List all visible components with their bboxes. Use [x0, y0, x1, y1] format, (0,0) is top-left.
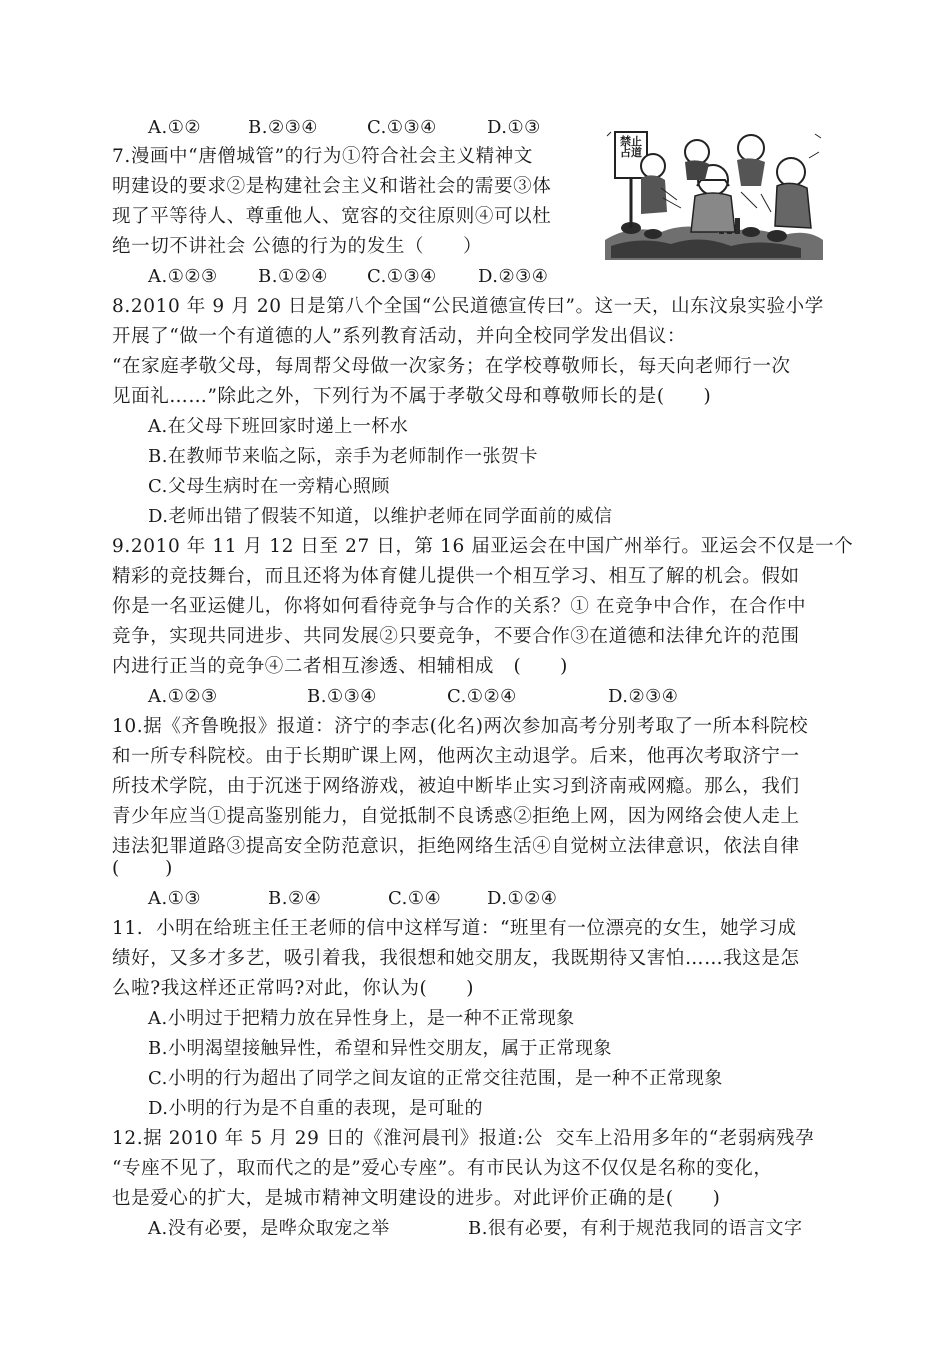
q10-line-1: 10.据《齐鲁晚报》报道：济宁的李志(化名)两次参加高考分别考取了一所本科院校: [112, 716, 809, 737]
q6-option-d: D.①③: [487, 117, 541, 138]
q9-line-2: 精彩的竞技舞台，而且还将为体育健儿提供一个相互学习、相互了解的机会。假如: [112, 566, 800, 587]
q11-line-3: 么啦?我这样还正常吗?对此，你认为( ): [112, 978, 475, 999]
q8-option-b: B.在教师节来临之际，亲手为老师制作一张贺卡: [148, 446, 538, 467]
q8-line-1: 8.2010 年 9 月 20 日是第八个全国“公民道德宣传曰”。这一天，山东汶泉实验小学: [112, 296, 824, 317]
q11-option-a: A.小明过于把精力放在异性身上，是一种不正常现象: [148, 1008, 575, 1029]
q7-option-b: B.①②④: [258, 266, 328, 287]
q6-option-a: A.①②: [148, 117, 201, 138]
q8-option-a: A.在父母下班回家时递上一杯水: [148, 416, 409, 437]
q9-option-a: A.①②③: [148, 686, 218, 707]
q9-line-5: 内进行正当的竞争④二者相互渗透、相辅相成 ( ): [112, 656, 568, 677]
q6-option-c: C.①③④: [367, 117, 437, 138]
q6-option-b: B.②③④: [248, 117, 318, 138]
q12-line-1: 12.据 2010 年 5 月 29 日的《淮河晨刊》报道:公 交车上沿用多年的“老弱病残孕: [112, 1128, 815, 1149]
q12-option-b: B.很有必要，有利于规范我同的语言文字: [468, 1218, 803, 1239]
q10-line-6: ( ): [112, 858, 173, 879]
q9-option-b: B.①③④: [307, 686, 377, 707]
q10-option-b: B.②④: [268, 888, 322, 909]
q8-option-c: C.父母生病时在一旁精心照顾: [148, 476, 390, 497]
q7-line-1: 7.漫画中“唐僧城管”的行为①符合社会主义精神文: [112, 146, 533, 167]
q10-line-2: 和一所专科院校。由于长期旷课上网，他两次主动退学。后来，他再次考取济宁一: [112, 746, 800, 767]
q11-line-1: 11. 小明在给班主任王老师的信中这样写道：“班里有一位漂亮的女生，她学习成: [112, 918, 797, 939]
q7-option-c: C.①③④: [367, 266, 437, 287]
q11-line-2: 绩好，又多才多艺，吸引着我，我很想和她交朋友，我既期待又害怕……我这是怎: [112, 948, 800, 969]
q9-line-4: 竞争，实现共同进步、共同发展②只要竞争，不要合作③在道德和法律允许的范围: [112, 626, 800, 647]
q10-line-4: 青少年应当①提高鉴别能力，自觉抵制不良诱惑②拒绝上网，因为网络会使人走上: [112, 806, 800, 827]
q10-option-c: C.①④: [388, 888, 442, 909]
q9-line-3: 你是一名亚运健儿，你将如何看待竞争与合作的关系？① 在竞争中合作，在合作中: [112, 596, 807, 617]
q10-line-3: 所技术学院，由于沉迷于网络游戏，被迫中断毕止实习到济南戒网瘾。那么，我们: [112, 776, 800, 797]
q9-option-c: C.①②④: [447, 686, 517, 707]
q10-option-d: D.①②④: [487, 888, 558, 909]
q8-line-3: “在家庭孝敬父母，每周帮父母做一次家务；在学校尊敬师长，每天向老师行一次: [112, 356, 791, 377]
q7-option-a: A.①②③: [148, 266, 218, 287]
q7-line-2: 明建设的要求②是构建社会主义和谐社会的需要③体: [112, 176, 552, 197]
q7-option-d: D.②③④: [478, 266, 549, 287]
q12-line-2: “专座不见了，取而代之的是”爱心专座”。有市民认为这不仅仅是名称的变化，: [112, 1158, 773, 1179]
q11-option-b: B.小明渴望接触异性，希望和异性交朋友，属于正常现象: [148, 1038, 612, 1059]
q8-option-d: D.老师出错了假装不知道，以维护老师在同学面前的威信: [148, 506, 613, 527]
q11-option-d: D.小明的行为是不自重的表现，是可耻的: [148, 1098, 484, 1119]
q10-option-a: A.①③: [148, 888, 201, 909]
q7-line-3: 现了平等待人、尊重他人、宽容的交往原则④可以杜: [112, 206, 552, 227]
q8-line-4: 见面礼……”除此之外，下列行为不属于孝敬父母和尊敬师长的是( ): [112, 386, 712, 407]
q7-line-4: 绝一切不讲社会 公德的行为的发生（ ）: [112, 236, 483, 257]
cartoon-sign-text: 禁止占道: [620, 135, 642, 159]
q12-line-3: 也是爱心的扩大，是城市精神文明建设的进步。对此评价正确的是( ): [112, 1188, 721, 1209]
q12-option-a: A.没有必要，是哗众取宠之举: [148, 1218, 390, 1239]
q9-line-1: 9.2010 年 11 月 12 日至 27 日，第 16 届亚运会在中国广州举行。亚运会不仅是一个: [112, 536, 854, 557]
q10-line-5: 违法犯罪道路③提高安全防范意识，拒绝网络生活④自觉树立法律意识，依法自律: [112, 836, 800, 857]
q11-option-c: C.小明的行为超出了同学之间友谊的正常交往范围，是一种不正常现象: [148, 1068, 723, 1089]
q9-option-d: D.②③④: [608, 686, 679, 707]
q8-line-2: 开展了“做一个有道德的人”系列教育活动，并向全校同学发出倡议：: [112, 326, 687, 347]
